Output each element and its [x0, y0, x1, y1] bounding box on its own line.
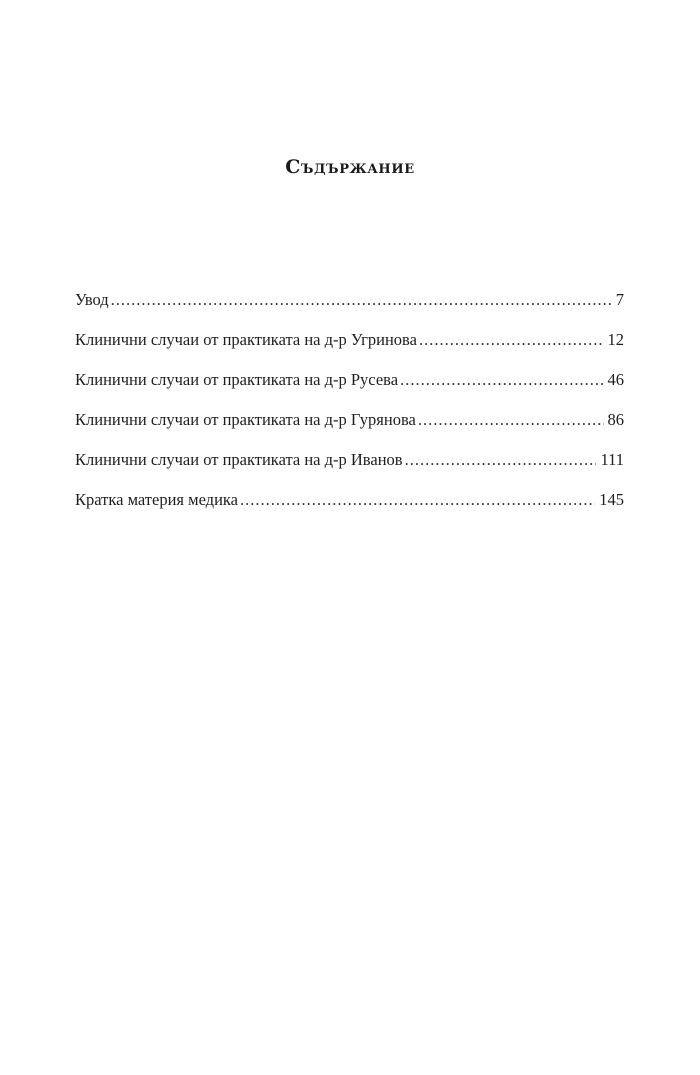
toc-page-number[interactable]: 86: [607, 410, 624, 429]
toc-entry-label[interactable]: Клинични случаи от практиката на д-р Иванов: [75, 450, 403, 469]
dot-leader: [405, 440, 597, 480]
dot-leader: [111, 280, 612, 320]
toc-page-number[interactable]: 145: [599, 490, 624, 509]
toc-page-number[interactable]: 46: [607, 370, 624, 389]
dot-leader: [240, 480, 595, 520]
toc-page-number[interactable]: 12: [607, 330, 624, 349]
dot-leader: [418, 400, 604, 440]
toc-entry-intro[interactable]: [75, 280, 624, 320]
toc-entry-materia-medica[interactable]: [75, 480, 624, 520]
dot-leader: [419, 320, 604, 360]
toc-page-number[interactable]: 111: [600, 450, 624, 469]
toc-entry-guryanova[interactable]: [75, 400, 624, 440]
toc-title: Съдържание: [285, 156, 415, 178]
toc-entry-label[interactable]: Клинични случаи от практиката на д-р Угринова: [75, 330, 417, 349]
toc-entry-ruseva[interactable]: [75, 360, 624, 400]
toc-entry-ivanov[interactable]: [75, 440, 624, 480]
toc-entry-label[interactable]: Кратка материя медика: [75, 490, 238, 509]
table-of-contents: [75, 280, 624, 520]
toc-entry-ugrinova[interactable]: [75, 320, 624, 360]
toc-entry-label[interactable]: Клинични случаи от практиката на д-р Гурянова: [75, 410, 416, 429]
dot-leader: [400, 360, 603, 400]
toc-entry-label[interactable]: Увод: [75, 290, 109, 309]
toc-entry-label[interactable]: Клинични случаи от практиката на д-р Русева: [75, 370, 399, 389]
toc-page-number[interactable]: 7: [615, 290, 624, 309]
